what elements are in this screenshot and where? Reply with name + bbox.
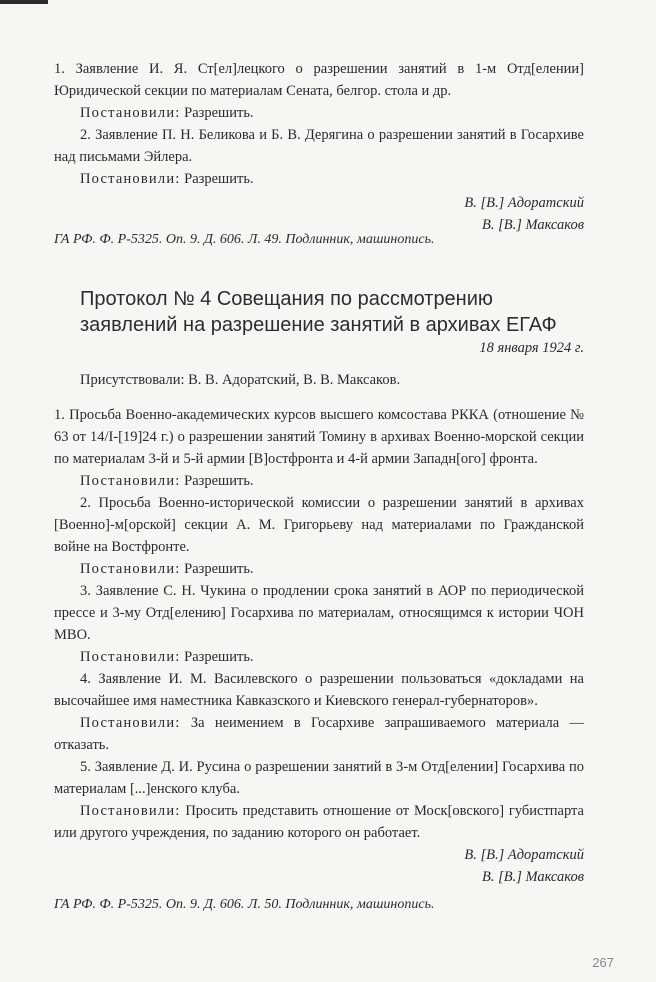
protocol-resolution-2: [54, 558, 584, 580]
resolved-text: Разрешить.: [180, 561, 254, 577]
protocol-resolution-4: [54, 712, 584, 756]
resolution-2: [54, 168, 584, 190]
top-section: [54, 58, 584, 236]
item-1: 1. Заявление И. Я. Ст[ел]лецкого о разрешении занятий в 1-м Отд[елении] Юридической секции по материалам Сената, белгор. стола и др.: [54, 61, 584, 99]
page-number: 267: [592, 955, 614, 970]
protocol-items: [54, 404, 584, 888]
source-note-1: ГА РФ. Ф. Р-5325. Оп. 9. Д. 606. Л. 49. Подлинник, машинопись.: [54, 232, 435, 247]
resolved-text: За неимением в Госархиве запрашиваемого материала — отказать.: [54, 715, 584, 753]
resolved-text: Разрешить.: [180, 649, 254, 665]
protocol-signature-2: В. [В.] Максаков: [482, 869, 584, 885]
protocol-resolution-3: [54, 646, 584, 668]
title-line-1: Протокол № 4 Совещания по рассмотрению: [80, 288, 493, 310]
signature-2: В. [В.] Максаков: [482, 217, 584, 233]
protocol-resolution-5: [54, 800, 584, 844]
protocol-date: 18 января 1924 г.: [479, 340, 584, 356]
resolved-label: Постановили:: [80, 561, 181, 577]
corner-bar: [0, 0, 48, 4]
protocol-item-3: 3. Заявление С. Н. Чукина о продлении срока занятий в АОР по периодической прессе и 3-му Отд[елению] Госархива по материалам, относящимся к истории ЧОН МВО.: [54, 583, 584, 643]
resolved-text: Разрешить.: [180, 473, 254, 489]
resolved-text: Разрешить.: [180, 105, 254, 121]
protocol-item-1: 1. Просьба Военно-академических курсов высшего комсостава РККА (отношение № 63 от 14/I-[19]24 г.) о разрешении занятий Томину в архивах Военно-морской секции по материалам 3-й и 5-й армии [В]остфронта и 4-й армии Западн[ого] фронта.: [54, 407, 584, 467]
attendees: Присутствовали: В. В. Адоратский, В. В. Максаков.: [80, 372, 401, 388]
resolved-label: Постановили:: [80, 649, 181, 665]
resolved-text: Просить представить отношение от Моск[овского] губистпарта или другого учреждения, по заданию которого он работает.: [54, 803, 584, 841]
protocol-resolution-1: [54, 470, 584, 492]
protocol-title: [80, 286, 600, 338]
resolution-1: [54, 102, 584, 124]
signature-1: В. [В.] Адоратский: [464, 195, 584, 211]
protocol-item-4: 4. Заявление И. М. Василевского о разрешении пользоваться «докладами на высочайшее имя наместника Кавказского и Киевского генерал-губернаторов».: [54, 671, 584, 709]
title-line-2: заявлений на разрешение занятий в архивах ЕГАФ: [80, 314, 557, 336]
protocol-signature-1: В. [В.] Адоратский: [464, 847, 584, 863]
resolved-label: Постановили:: [80, 715, 181, 731]
item-2: 2. Заявление П. Н. Беликова и Б. В. Дерягина о разрешении занятий в Госархиве над письмами Эйлера.: [54, 127, 584, 165]
resolved-text: Разрешить.: [180, 171, 254, 187]
protocol-item-2: 2. Просьба Военно-исторической комиссии о разрешении занятий в архивах [Военно]-м[орской] секции А. М. Григорьеву над материалами по Гражданской войне на Востфронте.: [54, 495, 584, 555]
resolved-label: Постановили:: [80, 171, 181, 187]
resolved-label: Постановили:: [80, 473, 181, 489]
source-note-2: ГА РФ. Ф. Р-5325. Оп. 9. Д. 606. Л. 50. Подлинник, машинопись.: [54, 897, 435, 912]
resolved-label: Постановили:: [80, 803, 181, 819]
resolved-label: Постановили:: [80, 105, 181, 121]
protocol-item-5: 5. Заявление Д. И. Русина о разрешении занятий в 3-м Отд[елении] Госархива по материалам [...]енского клуба.: [54, 759, 584, 797]
